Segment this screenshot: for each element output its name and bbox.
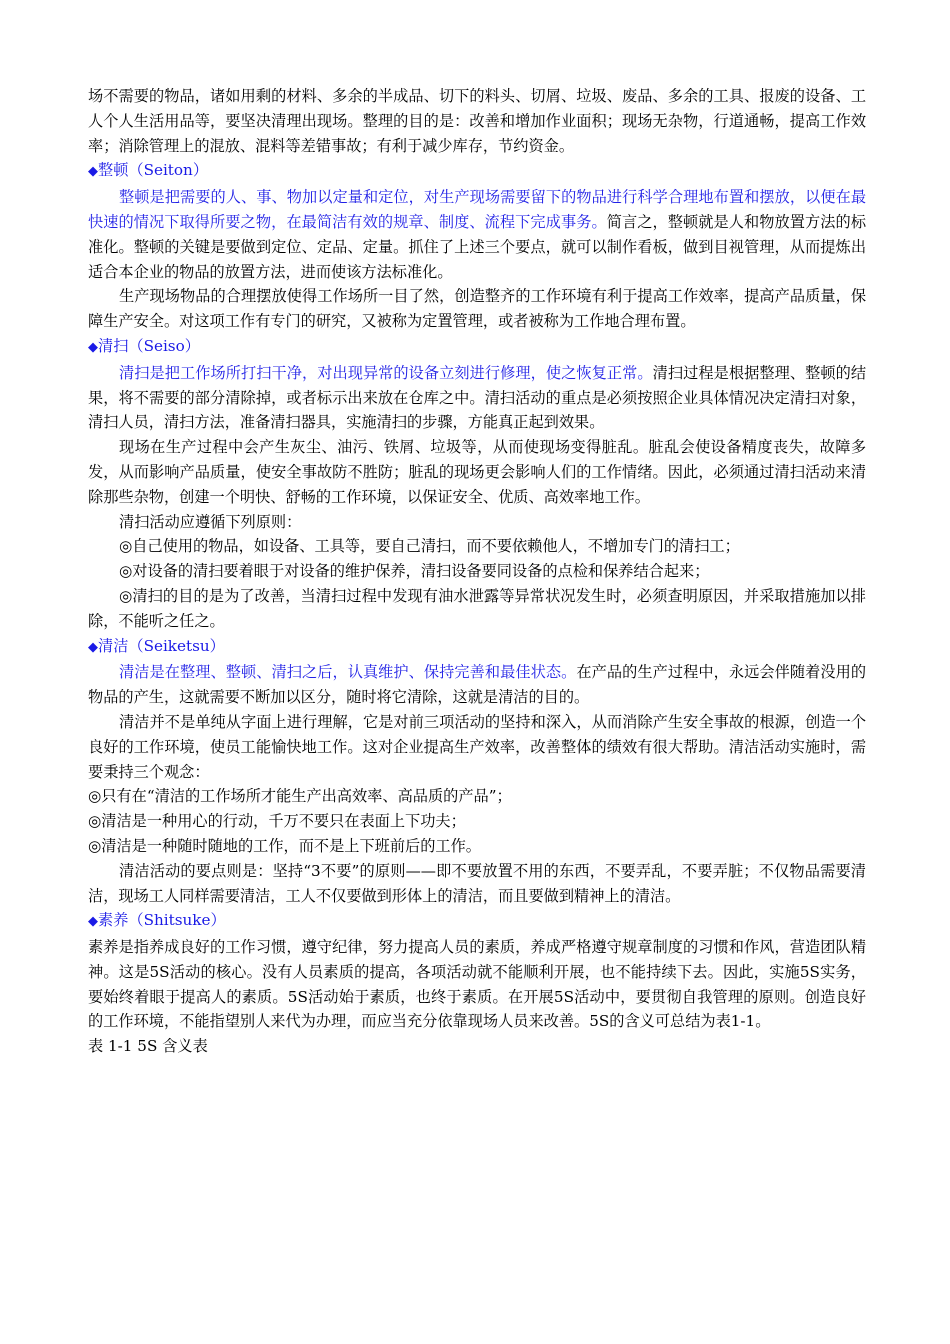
- section-title: 清扫（Seiso）: [98, 336, 200, 355]
- section-heading-seiso: [88, 334, 866, 361]
- seiketsu-concept-item: ◎清洁是一种用心的行动，千万不要只在表面上下功夫；: [88, 812, 466, 831]
- seiketsu-concept-item: ◎只有在“清洁的工作场所才能生产出高效率、高品质的产品”；: [88, 787, 512, 806]
- seiton-explanation: 简言之，整顿就是人和物放置方法的标准化。整顿的关键是要做到定位、定品、定量。抓住了上述三个要点，就可以制作看板，做到目视管理，从而提炼出适合本企业的物品的放置方法，进而使该方法标准化。: [88, 212, 867, 281]
- section-heading-seiketsu: [88, 634, 866, 661]
- document-body: [88, 84, 866, 1059]
- seiton-definition: 整顿是把需要的人、事、物加以定量和定位，对生产现场需要留下的物品进行科学合理地布置和摆放，以便在最快速的情况下取得所要之物，在最简洁有效的规章、制度、流程下完成事务。: [88, 188, 866, 231]
- section-title: 清洁（Seiketsu）: [98, 636, 225, 655]
- seiketsu-paragraph-1: [88, 660, 866, 710]
- section-heading-shitsuke: [88, 908, 866, 935]
- diamond-bullet-icon: ◆: [88, 164, 98, 180]
- seiso-rule-item: ◎对设备的清扫要着眼于对设备的维护保养，清扫设备要同设备的点检和保养结合起来；: [119, 562, 710, 581]
- table-caption: 表 1-1 5S 含义表: [88, 1037, 208, 1056]
- section-title: 素养（Shitsuke）: [98, 911, 226, 930]
- diamond-bullet-icon: ◆: [88, 339, 98, 355]
- seiso-paragraph-1: [88, 361, 866, 435]
- section-heading-seiton: [88, 158, 866, 185]
- seiketsu-paragraph-2: 清洁并不是单纯从字面上进行理解，它是对前三项活动的坚持和深入，从而消除产生安全事故的根源，创造一个良好的工作环境，使员工能愉快地工作。这对企业提高生产效率，改善整体的绩效有很大帮助。清洁活动实施时，需要秉持三个观念：: [88, 712, 866, 781]
- seiso-rule-item: ◎自己使用的物品，如设备、工具等，要自己清扫，而不要依赖他人，不增加专门的清扫工；: [119, 537, 740, 556]
- seiton-paragraph-1: [88, 185, 866, 284]
- seiso-paragraph-3: 清扫活动应遵循下列原则：: [119, 512, 302, 531]
- shitsuke-paragraph-1: 素养是指养成良好的工作习惯，遵守纪律，努力提高人员的素质，养成严格遵守规章制度的习惯和作风，营造团队精神。这是5S活动的核心。没有人员素质的提高，各项活动就不能顺利开展，也不能持续下去。因此，实施5S实务，要始终着眼于提高人的素质。5S活动始于素质，也终于素质。在开展5S活动中，要贯彻自我管理的原则。创造良好的工作环境，不能指望别人来代为办理，而应当充分依靠现场人员来改善。5S的含义可总结为表1-1。: [88, 938, 866, 1031]
- seiso-explanation: 清扫过程是根据整理、整顿的结果，将不需要的部分清除掉，或者标示出来放在仓库之中。清扫活动的重点是必须按照企业具体情况决定清扫对象，清扫人员，清扫方法，准备清扫器具，实施清扫的步骤，方能真正起到效果。: [88, 363, 867, 432]
- diamond-bullet-icon: ◆: [88, 639, 98, 655]
- intro-paragraph: 场不需要的物品，诸如用剩的材料、多余的半成品、切下的料头、切屑、垃圾、废品、多余的工具、报废的设备、工人个人生活用品等，要坚决清理出现场。整理的目的是：改善和增加作业面积；现场无杂物，行道通畅，提高工作效率；消除管理上的混放、混料等差错事故；有利于减少库存，节约资金。: [88, 87, 866, 155]
- seiketsu-paragraph-3: 清洁活动的要点则是：坚持“3不要”的原则——即不要放置不用的东西，不要弄乱，不要弄脏；不仅物品需要清洁，现场工人同样需要清洁，工人不仅要做到形体上的清洁，而且要做到精神上的清洁。: [88, 861, 866, 905]
- seiketsu-definition: 清洁是在整理、整顿、清扫之后，认真维护、保持完善和最佳状态。: [119, 663, 577, 682]
- seiso-rule-item: ◎清扫的目的是为了改善，当清扫过程中发现有油水泄露等异常状况发生时，必须查明原因，并采取措施加以排除，不能听之任之。: [88, 586, 866, 630]
- section-title: 整顿（Seiton）: [98, 161, 209, 180]
- seiso-definition: 清扫是把工作场所打扫干净，对出现异常的设备立刻进行修理，使之恢复正常。: [119, 363, 653, 382]
- diamond-bullet-icon: ◆: [88, 914, 98, 930]
- seiketsu-explanation: 在产品的生产过程中，永远会伴随着没用的物品的产生，这就需要不断加以区分，随时将它清除，这就是清洁的目的。: [88, 663, 867, 707]
- seiketsu-concept-item: ◎清洁是一种随时随地的工作，而不是上下班前后的工作。: [88, 836, 481, 855]
- seiso-paragraph-2: 现场在生产过程中会产生灰尘、油污、铁屑、垃圾等，从而使现场变得脏乱。脏乱会使设备精度丧失，故障多发，从而影响产品质量，使安全事故防不胜防；脏乱的现场更会影响人们的工作情绪。因此，必须通过清扫活动来清除那些杂物，创建一个明快、舒畅的工作环境，以保证安全、优质、高效率地工作。: [88, 438, 866, 506]
- seiton-paragraph-2: 生产现场物品的合理摆放使得工作场所一目了然，创造整齐的工作环境有利于提高工作效率，提高产品质量，保障生产安全。对这项工作有专门的研究，又被称为定置管理，或者被称为工作地合理布置。: [88, 287, 866, 331]
